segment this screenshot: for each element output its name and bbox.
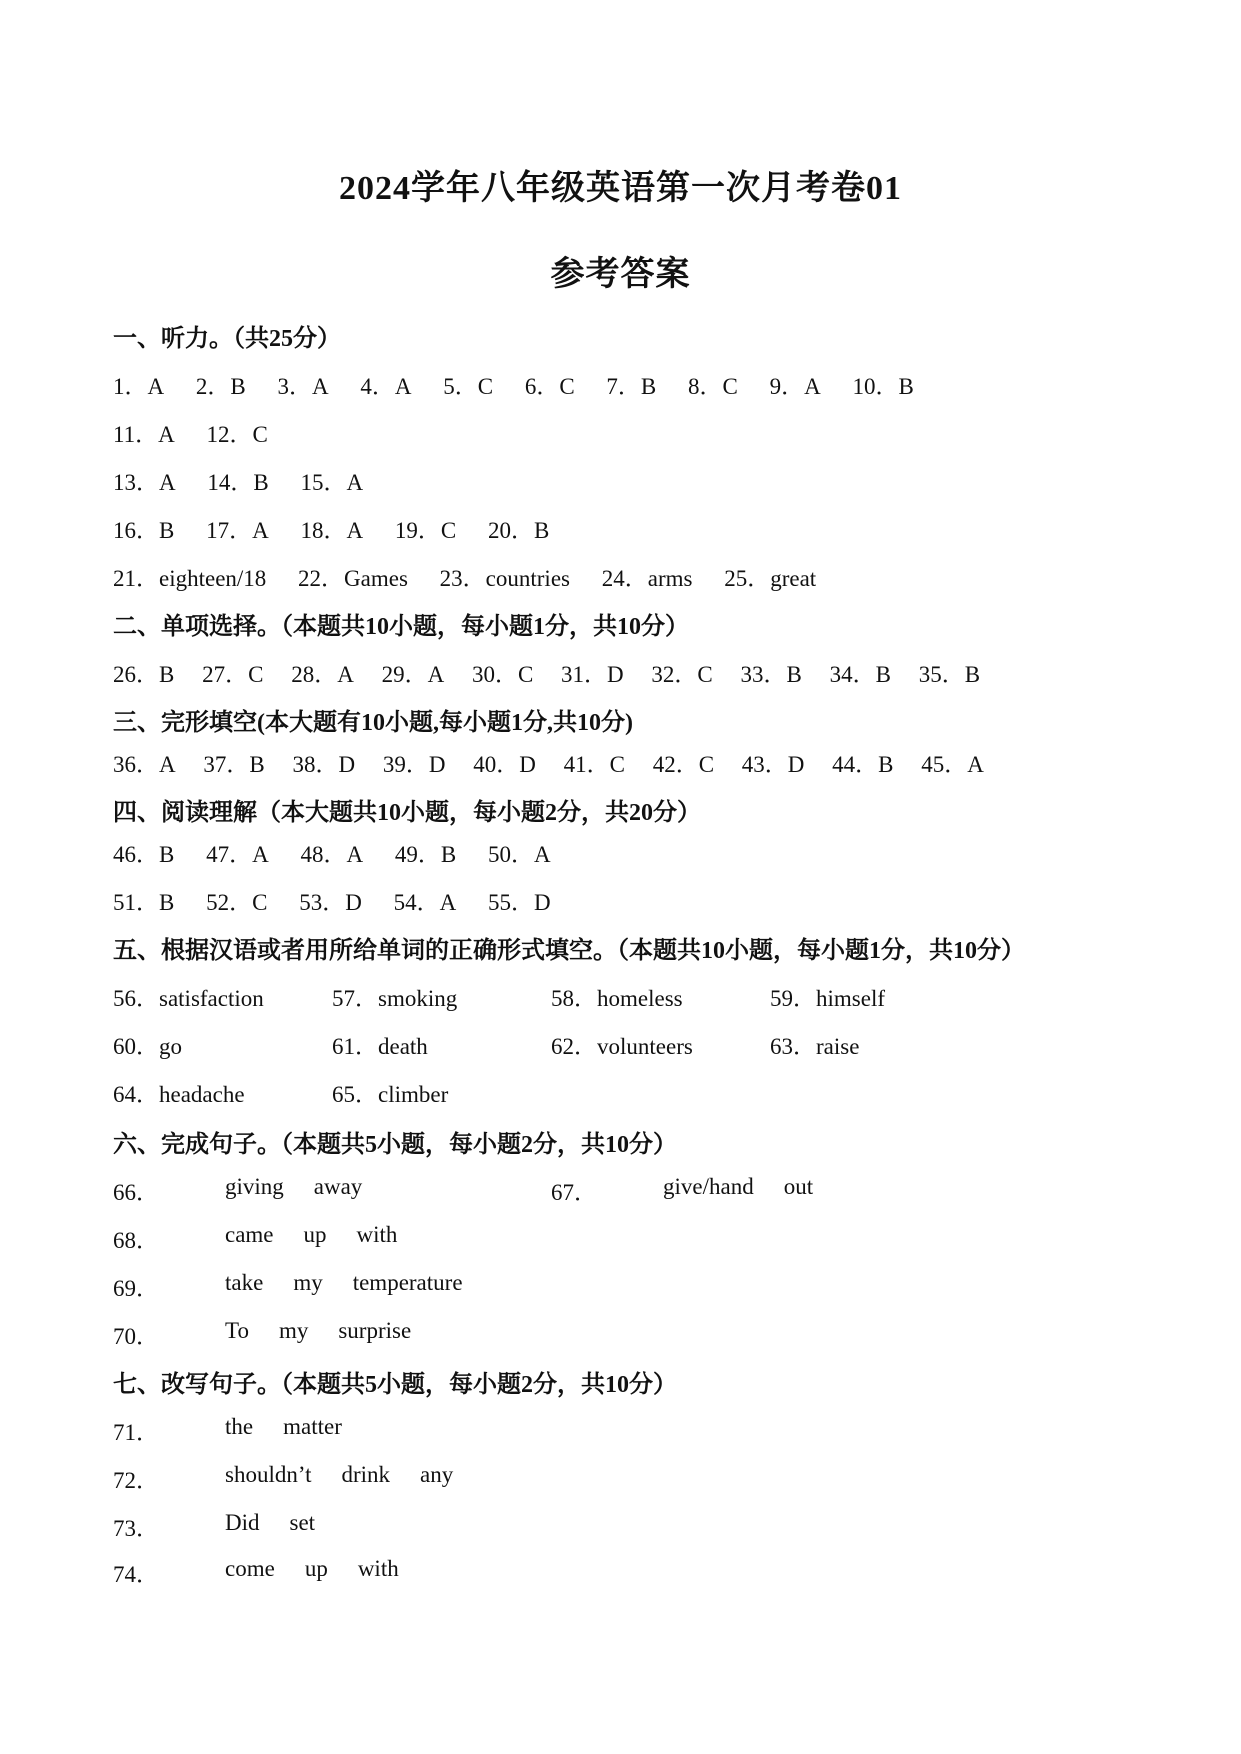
answer-word: give/hand: [663, 1174, 754, 1199]
grid-answer: 65．climber: [332, 1082, 449, 1107]
answer-item: 45．A: [921, 752, 984, 777]
answer-word: with: [357, 1556, 399, 1581]
answer-row: [113, 884, 577, 917]
answer-item: 44．B: [832, 752, 894, 777]
section-heading-single-choice: 二、单项选择。（本题共10小题，每小题1分，共10分）: [113, 614, 689, 640]
answer-word: my: [293, 1270, 323, 1295]
answer-item: 13．A: [113, 470, 176, 495]
answer-item: 34．B: [829, 662, 891, 687]
item-number: 72．: [113, 1468, 159, 1493]
answer-item: 32．C: [651, 662, 713, 687]
grid-answer: 56．satisfaction: [113, 986, 264, 1011]
answer-item: 42．C: [652, 752, 715, 777]
item-answer: [225, 1270, 493, 1296]
answer-item: 54．A: [393, 890, 457, 915]
answer-item: 4．A: [360, 374, 412, 399]
section-heading-word-forms: 五、根据汉语或者用所给单词的正确形式填空。（本题共10小题，每小题1分，共10分）: [113, 938, 1025, 964]
item-answer: [225, 1222, 427, 1248]
item-number: 69．: [113, 1276, 159, 1301]
grid-answer: 63．raise: [770, 1034, 860, 1059]
answer-word: To: [225, 1318, 249, 1343]
answer-word: up: [304, 1556, 328, 1581]
answer-item: 14．B: [207, 470, 269, 495]
grid-answer: 57．smoking: [332, 986, 458, 1011]
item-answer: [225, 1462, 483, 1488]
section-heading-listening: 一、听力。（共25分）: [113, 326, 341, 352]
section-heading-rewrite-sentences: 七、改写句子。（本题共5小题，每小题2分，共10分）: [113, 1372, 677, 1398]
answer-item: 48．A: [300, 842, 364, 867]
answer-item: 10．B: [852, 374, 914, 399]
grid-answer: 59．himself: [770, 986, 885, 1011]
answer-item: 50．A: [487, 842, 551, 867]
answer-row: [113, 512, 575, 545]
grid-answer: 61．death: [332, 1034, 428, 1059]
answer-row: [113, 464, 389, 497]
answer-row: [113, 656, 1002, 689]
item-answer: [225, 1414, 372, 1440]
section-heading-complete-sentences: 六、完成句子。（本题共5小题，每小题2分，共10分）: [113, 1132, 677, 1158]
answer-item: 27．C: [202, 662, 264, 687]
answer-word: shouldn’t: [225, 1462, 312, 1487]
item-number: 73．: [113, 1516, 159, 1541]
answer-row: [113, 560, 842, 593]
page-subtitle: 参考答案: [550, 256, 691, 293]
answer-item: 16．B: [113, 518, 175, 543]
section-heading-reading: 四、阅读理解（本大题共10小题，每小题2分，共20分）: [113, 800, 701, 826]
answer-item: 47．A: [206, 842, 269, 867]
answer-item: 31．D: [561, 662, 624, 687]
answer-item: 52．C: [206, 890, 268, 915]
answer-item: 18．A: [300, 518, 364, 543]
answer-item: 11．A: [113, 422, 175, 447]
answer-item: 35．B: [918, 662, 981, 687]
answer-word: matter: [283, 1414, 342, 1439]
answer-item: 43．D: [741, 752, 805, 777]
answer-word: set: [289, 1510, 316, 1535]
item-number: 68．: [113, 1228, 159, 1253]
answer-word: take: [225, 1270, 264, 1295]
item-number: 67．: [551, 1180, 597, 1205]
answer-item: 12．C: [206, 422, 268, 447]
answer-item: 8．C: [688, 374, 738, 399]
answer-row: [113, 416, 294, 449]
answer-item: 19．C: [394, 518, 457, 543]
item-answer: [225, 1510, 345, 1536]
answer-word: temperature: [352, 1270, 463, 1295]
answer-item: 30．C: [471, 662, 534, 687]
answer-word: away: [313, 1174, 363, 1199]
answer-word: came: [225, 1222, 274, 1247]
answer-item: 39．D: [382, 752, 446, 777]
answer-row: [113, 368, 940, 401]
answer-item: 38．D: [292, 752, 356, 777]
answer-item: 1．A: [113, 374, 165, 399]
section-heading-cloze: 三、完形填空(本大题有10小题,每小题1分,共10分): [113, 710, 633, 736]
answer-item: 41．C: [563, 752, 625, 777]
answer-item: 40．D: [473, 752, 536, 777]
answer-word: any: [420, 1462, 454, 1487]
answer-item: 23．countries: [439, 566, 570, 591]
answer-word: giving: [225, 1174, 284, 1199]
item-number: 71．: [113, 1420, 159, 1445]
answer-row: [113, 746, 1006, 779]
answer-item: 7．B: [606, 374, 657, 399]
answer-item: 28．A: [291, 662, 354, 687]
answer-item: 26．B: [113, 662, 175, 687]
answer-item: 33．B: [740, 662, 802, 687]
answer-word: surprise: [338, 1318, 412, 1343]
answer-item: 55．D: [487, 890, 551, 915]
answer-word: with: [356, 1222, 398, 1247]
answer-item: 37．B: [203, 752, 265, 777]
answer-item: 25．great: [724, 566, 817, 591]
item-answer: [225, 1556, 429, 1582]
answer-item: 22．Games: [298, 566, 408, 591]
answer-item: 51．B: [113, 890, 175, 915]
answer-item: 2．B: [195, 374, 246, 399]
answer-item: 3．A: [277, 374, 329, 399]
answer-word: out: [783, 1174, 814, 1199]
item-number: 66．: [113, 1180, 159, 1205]
answer-word: drink: [341, 1462, 391, 1487]
answer-item: 49．B: [394, 842, 457, 867]
item-number: 70．: [113, 1324, 159, 1349]
grid-answer: 62．volunteers: [551, 1034, 693, 1059]
grid-answer: 60．go: [113, 1034, 182, 1059]
item-number: 74．: [113, 1562, 159, 1587]
answer-item: 15．A: [300, 470, 364, 495]
answer-item: 29．A: [381, 662, 445, 687]
answer-item: 53．D: [299, 890, 362, 915]
page-title: 2024学年八年级英语第一次月考卷01: [339, 170, 902, 207]
answer-item: 21．eighteen/18: [113, 566, 267, 591]
answer-item: 20．B: [487, 518, 550, 543]
answer-item: 9．A: [769, 374, 821, 399]
answer-item: 46．B: [113, 842, 175, 867]
answer-item: 6．C: [524, 374, 575, 399]
answer-word: my: [278, 1318, 309, 1343]
item-answer: [225, 1318, 441, 1344]
answer-word: up: [303, 1222, 327, 1247]
grid-answer: 64．headache: [113, 1082, 245, 1107]
answer-row: [113, 836, 577, 869]
answer-word: Did: [225, 1510, 260, 1535]
answer-item: 17．A: [206, 518, 269, 543]
answer-word: the: [225, 1414, 254, 1439]
item-answer: [663, 1174, 843, 1200]
answer-word: come: [225, 1556, 275, 1581]
grid-answer: 58．homeless: [551, 986, 683, 1011]
answer-item: 5．C: [443, 374, 494, 399]
answer-item: 24．arms: [601, 566, 693, 591]
item-answer: [225, 1174, 392, 1200]
answer-item: 36．A: [113, 752, 176, 777]
